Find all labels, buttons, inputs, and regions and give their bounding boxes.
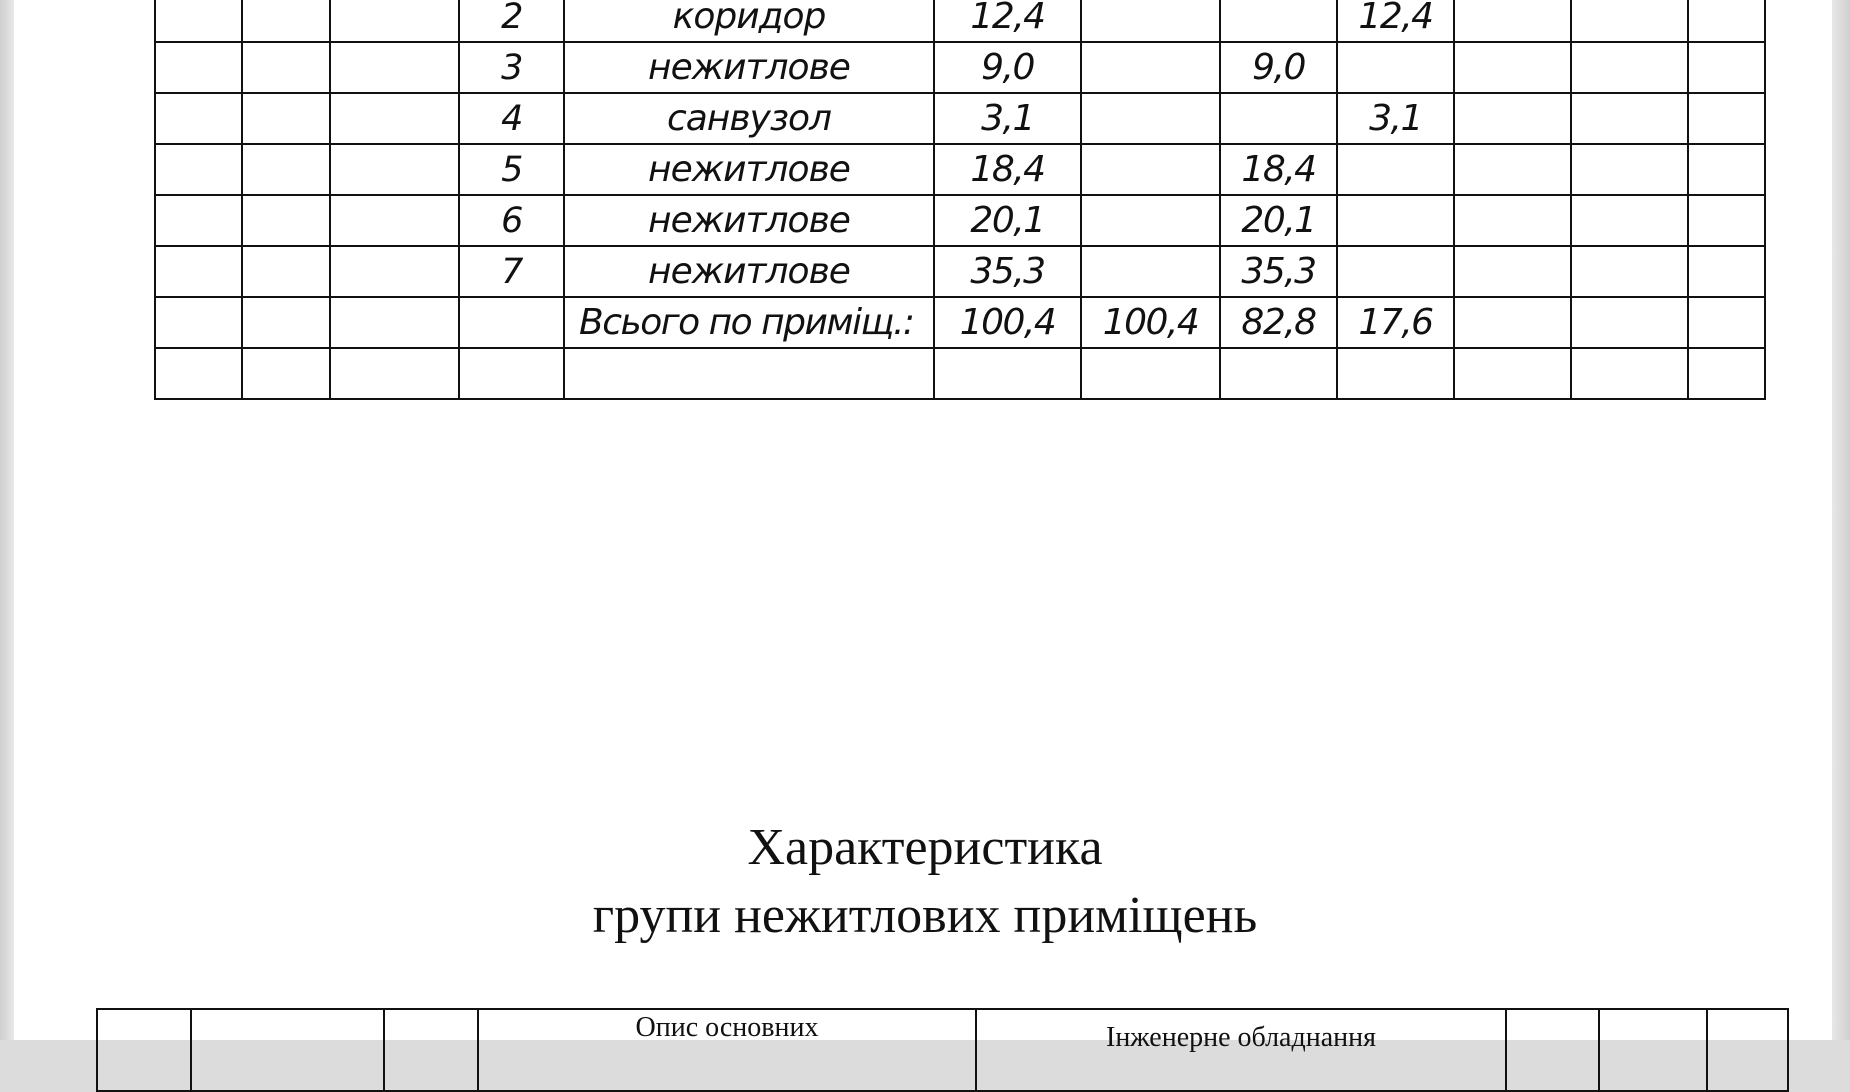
header-description: Опис основних (478, 1009, 976, 1091)
room-number: 3 (459, 42, 564, 93)
total-area: 100,4 (934, 297, 1081, 348)
room-number: 7 (459, 246, 564, 297)
room-area-col4 (1081, 144, 1220, 195)
room-name: нежитлове (564, 144, 934, 195)
table-row (155, 246, 1765, 297)
room-area-col6: 3,1 (1337, 93, 1454, 144)
room-area: 35,3 (934, 246, 1081, 297)
room-area: 12,4 (934, 0, 1081, 42)
room-area-col4 (1081, 246, 1220, 297)
room-area-col6: 12,4 (1337, 0, 1454, 42)
document-page (14, 0, 1832, 1053)
room-number: 5 (459, 144, 564, 195)
room-name: коридор (564, 0, 934, 42)
section-subtitle: групи нежитлових приміщень (592, 887, 1258, 944)
page-shadow-right (1832, 0, 1850, 1040)
room-number: 2 (459, 0, 564, 42)
room-area-col5: 35,3 (1220, 246, 1337, 297)
table-row (97, 1009, 1788, 1091)
total-label: Всього по приміщ.: (564, 297, 934, 348)
section-title: Характеристика (747, 819, 1103, 876)
room-area-col5: 20,1 (1220, 195, 1337, 246)
total-area-col6: 17,6 (1337, 297, 1454, 348)
table-row (155, 93, 1765, 144)
room-area-col5: 18,4 (1220, 144, 1337, 195)
room-area-col4 (1081, 42, 1220, 93)
room-area-col5: 9,0 (1220, 42, 1337, 93)
rooms-area-table (154, 0, 1766, 400)
room-area-col6 (1337, 195, 1454, 246)
characteristics-table (96, 1008, 1789, 1092)
room-name: санвузол (564, 93, 934, 144)
total-area-col4: 100,4 (1081, 297, 1220, 348)
header-engineering: Інженерне обладнання (976, 1009, 1506, 1091)
room-number: 4 (459, 93, 564, 144)
table-row (155, 0, 1765, 42)
room-area-col5 (1220, 0, 1337, 42)
room-area: 9,0 (934, 42, 1081, 93)
room-name: нежитлове (564, 246, 934, 297)
room-area-col6 (1337, 246, 1454, 297)
room-area-col4 (1081, 195, 1220, 246)
total-row (155, 297, 1765, 348)
empty-row (155, 348, 1765, 399)
room-name: нежитлове (564, 42, 934, 93)
room-area-col4 (1081, 93, 1220, 144)
room-area-col6 (1337, 144, 1454, 195)
room-area: 20,1 (934, 195, 1081, 246)
table-row (155, 42, 1765, 93)
table-row (155, 195, 1765, 246)
room-area-col6 (1337, 42, 1454, 93)
table-row (155, 144, 1765, 195)
room-area: 18,4 (934, 144, 1081, 195)
room-area-col5 (1220, 93, 1337, 144)
room-number: 6 (459, 195, 564, 246)
room-area-col4 (1081, 0, 1220, 42)
room-name: нежитлове (564, 195, 934, 246)
total-area-col5: 82,8 (1220, 297, 1337, 348)
page-shadow-left (0, 0, 14, 1040)
room-area: 3,1 (934, 93, 1081, 144)
